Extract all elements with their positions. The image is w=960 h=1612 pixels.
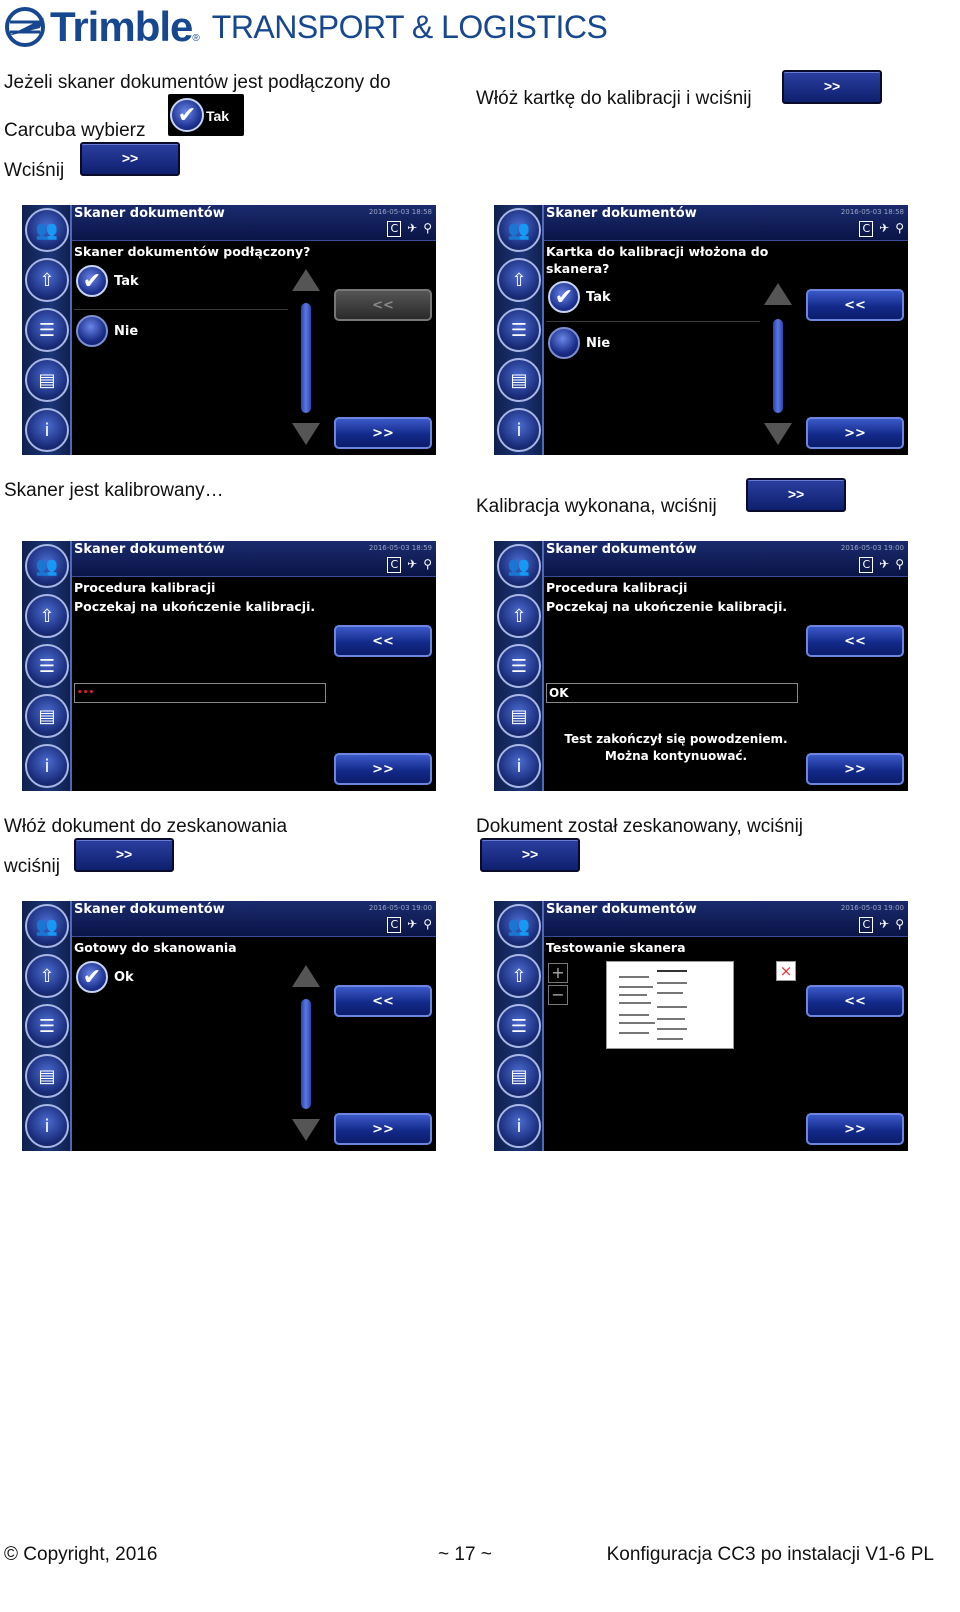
procedure-title: Procedura kalibracji (74, 580, 216, 595)
scroll-down-arrow[interactable] (292, 423, 320, 445)
signal-icon: ⚲ (423, 917, 432, 931)
datetime: 2016-05-03 19:00 (840, 904, 904, 912)
sidebar (494, 901, 544, 1151)
radio-icon (76, 315, 108, 347)
option-ok[interactable] (76, 961, 134, 993)
option-label: Ok (114, 969, 134, 985)
procedure-title: Procedura kalibracji (546, 580, 688, 595)
signal-icon: ⚲ (423, 221, 432, 235)
tak-chip-label: Tak (206, 108, 230, 124)
status-icons (859, 557, 904, 573)
footer-doc-title: Konfiguracja CC3 po instalacji V1-6 PL (606, 1544, 934, 1565)
test-title: Testowanie skanera (546, 940, 686, 955)
info-icon[interactable]: i (25, 744, 69, 788)
success-line2: Można kontynuować. (604, 749, 748, 763)
drivers-icon[interactable]: 👥 (497, 208, 541, 252)
c-status-icon: C (859, 557, 873, 573)
c-status-icon: C (387, 557, 401, 573)
sidebar (22, 541, 72, 791)
scanned-document-preview (606, 961, 734, 1049)
question-line1: Kartka do kalibracji włożona do (546, 244, 769, 259)
next-button[interactable]: >> (806, 1113, 904, 1145)
step4-text: Kalibracja wykonana, wciśnij (476, 496, 717, 517)
titlebar (72, 901, 436, 937)
option-nie[interactable] (548, 327, 610, 359)
step3-text: Skaner jest kalibrowany… (4, 480, 224, 501)
titlebar (544, 205, 908, 241)
status-icons (387, 917, 432, 933)
checklist-icon[interactable]: ☰ (25, 308, 69, 352)
gps-icon: ✈ (407, 557, 418, 571)
option-tak[interactable] (548, 281, 611, 313)
checklist-icon[interactable]: ☰ (497, 644, 541, 688)
navigation-icon[interactable]: ⇧ (497, 594, 541, 638)
calibration-progress: ••• (74, 683, 326, 703)
drivers-icon[interactable]: 👥 (25, 544, 69, 588)
next-chip: >> (746, 478, 846, 512)
check-icon: ✔ (170, 98, 204, 132)
back-button[interactable]: << (806, 985, 904, 1017)
datetime: 2016-05-03 19:00 (840, 544, 904, 552)
back-button[interactable]: << (334, 289, 432, 321)
back-button[interactable]: << (806, 289, 904, 321)
option-label: Tak (586, 289, 611, 305)
registered-mark: ® (192, 33, 200, 44)
sidebar (494, 541, 544, 791)
sidebar (22, 901, 72, 1151)
next-button[interactable]: >> (806, 417, 904, 449)
trimble-globe-icon (4, 6, 46, 48)
check-icon: ✔ (76, 961, 108, 993)
datetime: 2016-05-03 18:59 (368, 544, 432, 552)
footer-copyright: © Copyright, 2016 (4, 1544, 158, 1565)
gps-icon: ✈ (879, 917, 890, 931)
procedure-message: Poczekaj na ukończenie kalibracji. (74, 599, 316, 614)
success-line1: Test zakończył się powodzeniem. (564, 732, 788, 746)
scrollbar[interactable] (301, 999, 311, 1109)
device-screen-calibration-sheet (494, 205, 908, 455)
datetime: 2016-05-03 19:00 (368, 904, 432, 912)
back-button[interactable]: << (806, 625, 904, 657)
device-screen-connected (22, 205, 436, 455)
calibration-progress: OK (546, 683, 798, 703)
checklist-icon[interactable]: ☰ (497, 1004, 541, 1048)
gps-icon: ✈ (407, 221, 418, 235)
next-chip: >> (782, 70, 882, 104)
scrollbar[interactable] (301, 303, 311, 413)
document-icon[interactable]: ▤ (497, 358, 541, 402)
checklist-icon[interactable]: ☰ (25, 644, 69, 688)
next-button[interactable]: >> (806, 753, 904, 785)
check-icon: ✔ (76, 265, 108, 297)
next-button[interactable]: >> (334, 753, 432, 785)
radio-icon (548, 327, 580, 359)
info-icon[interactable]: i (497, 744, 541, 788)
back-button[interactable]: << (334, 625, 432, 657)
division-name: TRANSPORT & LOGISTICS (211, 9, 608, 45)
header (4, 4, 607, 50)
signal-icon: ⚲ (423, 557, 432, 571)
document-icon[interactable]: ▤ (25, 694, 69, 738)
navigation-icon[interactable]: ⇧ (25, 954, 69, 998)
scrollbar[interactable] (773, 319, 783, 413)
status-icons (859, 221, 904, 237)
step2-text: Włóż kartkę do kalibracji i wciśnij (476, 88, 752, 109)
scroll-up-arrow[interactable] (764, 283, 792, 305)
status-icons (387, 221, 432, 237)
question: Skaner dokumentów podłączony? (74, 244, 311, 259)
next-chip: >> (74, 838, 174, 872)
option-label: Nie (586, 335, 611, 351)
datetime: 2016-05-03 18:58 (840, 208, 904, 216)
question: Gotowy do skanowania (74, 940, 237, 955)
success-message (546, 731, 806, 765)
screen-title: Skaner dokumentów (546, 902, 697, 917)
document-icon[interactable]: ▤ (497, 694, 541, 738)
question-line2: skanera? (546, 261, 610, 276)
drivers-icon[interactable]: 👥 (497, 904, 541, 948)
step6-text: Dokument został zeskanowany, wciśnij (476, 816, 804, 837)
brand-name: Trimble (50, 3, 193, 50)
sidebar (494, 205, 544, 455)
step1-line1: Jeżeli skaner dokumentów jest podłączony do (4, 72, 391, 93)
divider (546, 321, 760, 322)
drivers-icon[interactable]: 👥 (25, 208, 69, 252)
checklist-icon[interactable]: ☰ (497, 308, 541, 352)
device-screen-ready (22, 901, 436, 1151)
footer-page-number: ~ 17 ~ (438, 1544, 492, 1565)
info-icon[interactable]: i (497, 1104, 541, 1148)
tak-chip (168, 94, 244, 136)
status-icons (387, 557, 432, 573)
screen-title: Skaner dokumentów (74, 902, 225, 917)
zoom-in-button[interactable]: + (548, 963, 568, 983)
scroll-down-arrow[interactable] (292, 1119, 320, 1141)
gps-icon: ✈ (879, 221, 890, 235)
option-nie[interactable] (76, 315, 138, 347)
screen-title: Skaner dokumentów (546, 206, 697, 221)
close-icon[interactable]: × (776, 961, 796, 981)
checklist-icon[interactable]: ☰ (25, 1004, 69, 1048)
next-button[interactable]: >> (334, 417, 432, 449)
c-status-icon: C (859, 221, 873, 237)
titlebar (72, 541, 436, 577)
screen-title: Skaner dokumentów (74, 542, 225, 557)
option-label: Tak (114, 273, 139, 289)
zoom-out-button[interactable]: − (548, 985, 568, 1005)
document-icon[interactable]: ▤ (25, 358, 69, 402)
scroll-down-arrow[interactable] (764, 423, 792, 445)
info-icon[interactable]: i (25, 1104, 69, 1148)
datetime: 2016-05-03 18:58 (368, 208, 432, 216)
option-label: Nie (114, 323, 139, 339)
navigation-icon[interactable]: ⇧ (25, 258, 69, 302)
navigation-icon[interactable]: ⇧ (497, 954, 541, 998)
titlebar (544, 541, 908, 577)
drivers-icon[interactable]: 👥 (25, 904, 69, 948)
document-icon[interactable]: ▤ (25, 1054, 69, 1098)
device-screen-scanned (494, 901, 908, 1151)
scroll-up-arrow[interactable] (292, 269, 320, 291)
c-status-icon: C (387, 221, 401, 237)
signal-icon: ⚲ (895, 221, 904, 235)
info-icon[interactable]: i (25, 408, 69, 452)
next-chip: >> (80, 142, 180, 176)
back-button[interactable]: << (334, 985, 432, 1017)
procedure-message: Poczekaj na ukończenie kalibracji. (546, 599, 788, 614)
device-screen-calibrating (22, 541, 436, 791)
document-icon[interactable]: ▤ (497, 1054, 541, 1098)
step1-line3: Wciśnij (4, 160, 65, 181)
gps-icon: ✈ (879, 557, 890, 571)
navigation-icon[interactable]: ⇧ (497, 258, 541, 302)
scroll-up-arrow[interactable] (292, 965, 320, 987)
step5-line1: Włóż dokument do zeskanowania (4, 816, 288, 837)
device-screen-calibrated (494, 541, 908, 791)
step5-line2: wciśnij (4, 856, 60, 877)
info-icon[interactable]: i (497, 408, 541, 452)
sidebar (22, 205, 72, 455)
status-icons (859, 917, 904, 933)
option-tak[interactable] (76, 265, 139, 297)
screen-title: Skaner dokumentów (74, 206, 225, 221)
step1-line2: Carcuba wybierz (4, 120, 146, 141)
divider (74, 309, 288, 310)
titlebar (72, 205, 436, 241)
titlebar (544, 901, 908, 937)
navigation-icon[interactable]: ⇧ (25, 594, 69, 638)
signal-icon: ⚲ (895, 557, 904, 571)
gps-icon: ✈ (407, 917, 418, 931)
signal-icon: ⚲ (895, 917, 904, 931)
drivers-icon[interactable]: 👥 (497, 544, 541, 588)
check-icon: ✔ (548, 281, 580, 313)
screen-title: Skaner dokumentów (546, 542, 697, 557)
c-status-icon: C (387, 917, 401, 933)
c-status-icon: C (859, 917, 873, 933)
next-button[interactable]: >> (334, 1113, 432, 1145)
next-chip: >> (480, 838, 580, 872)
